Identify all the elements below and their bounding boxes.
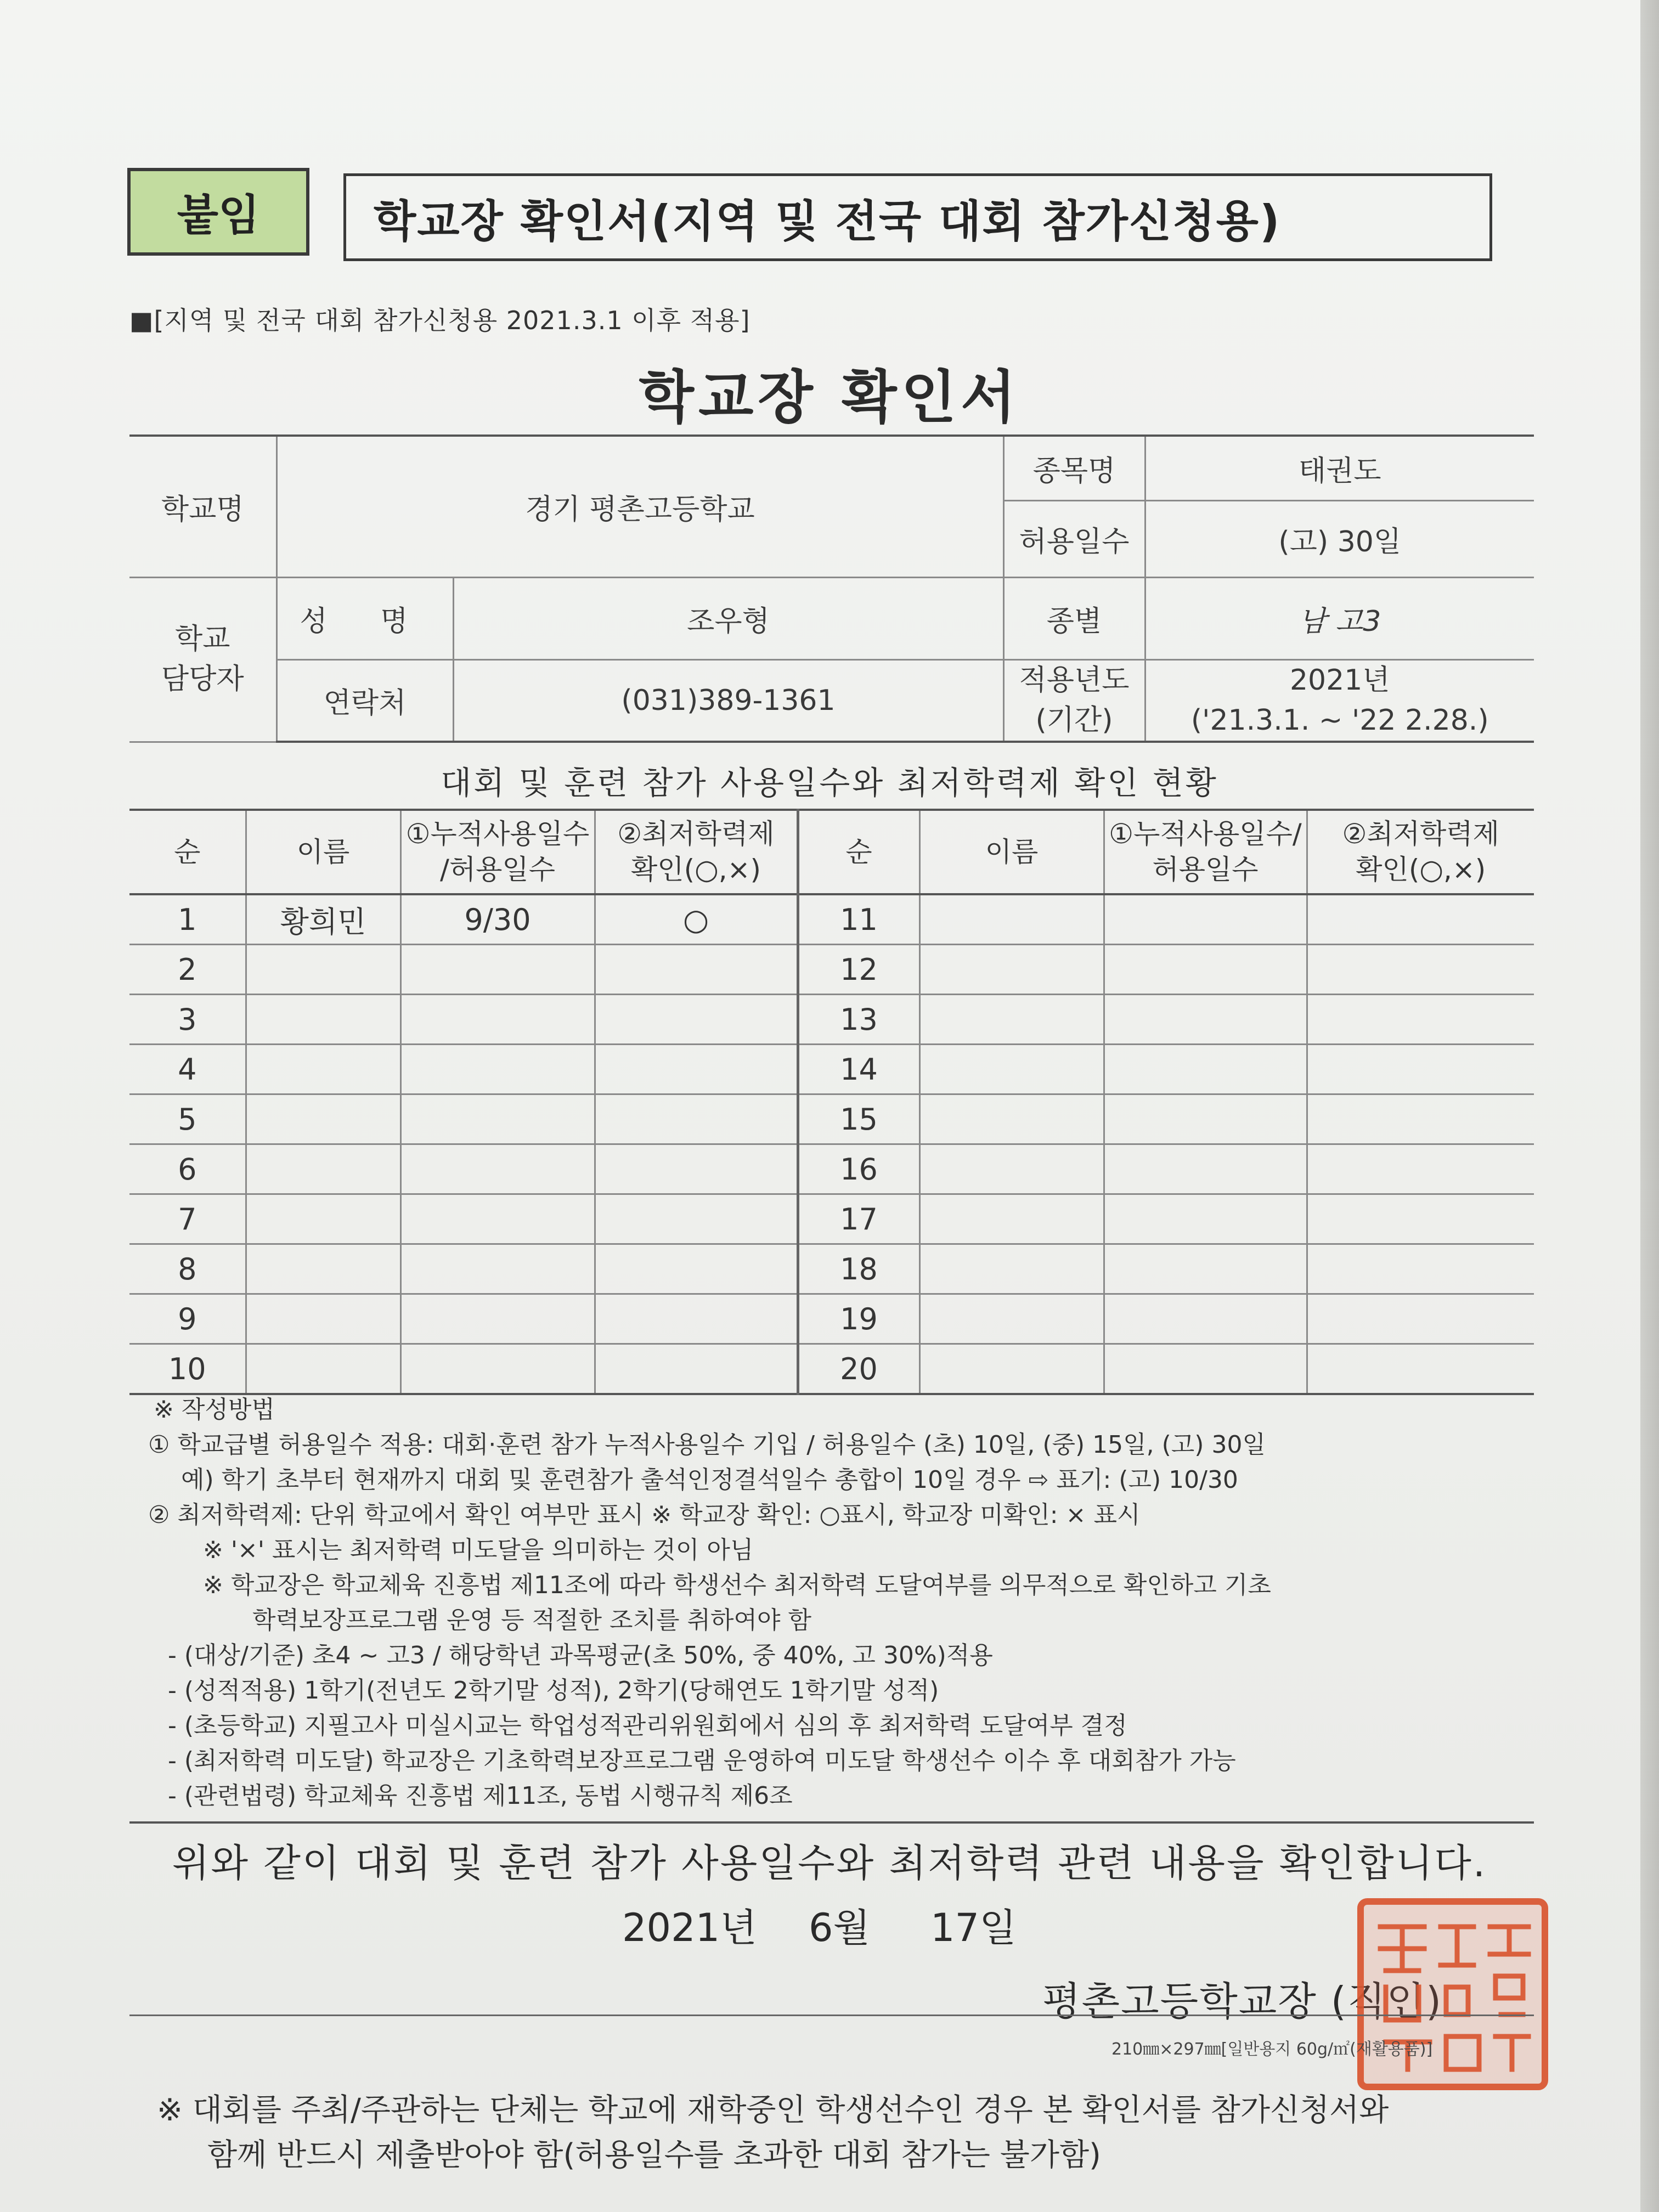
header-days-left: ①누적사용일수 /허용일수 [400, 810, 595, 894]
left-name-cell [246, 1294, 400, 1344]
left-name-cell [246, 1194, 400, 1244]
right-days-cell [1104, 1194, 1307, 1244]
left-check-cell [595, 1045, 798, 1094]
right-days-cell [1104, 1344, 1307, 1395]
right-no-cell: 12 [798, 945, 919, 995]
right-no-cell: 14 [798, 1045, 919, 1094]
table-row [129, 1045, 1534, 1094]
right-name-cell [919, 1194, 1104, 1244]
left-name-cell [246, 1144, 400, 1194]
right-no-cell: 20 [798, 1344, 919, 1395]
left-days-cell [400, 1045, 595, 1094]
left-check-cell: ○ [595, 894, 798, 945]
right-no-cell: 17 [798, 1194, 919, 1244]
divider [129, 1821, 1534, 1824]
instructions-heading: ※ 작성방법 [154, 1396, 275, 1424]
right-no-cell: 11 [798, 894, 919, 945]
right-name-cell [919, 1094, 1104, 1144]
contact-group-label: 학교 담당자 [129, 577, 276, 742]
left-name-cell [246, 1045, 400, 1094]
event-label: 종목명 [1003, 436, 1145, 500]
right-check-cell [1307, 1344, 1534, 1395]
table-row [129, 1344, 1534, 1395]
sex-value: 남 고3 [1145, 577, 1534, 659]
event-value: 태권도 [1145, 436, 1534, 500]
right-name-cell [919, 1045, 1104, 1094]
left-days-cell [400, 1194, 595, 1244]
left-no-cell: 3 [129, 995, 246, 1045]
right-no-cell: 13 [798, 995, 919, 1045]
right-check-cell [1307, 995, 1534, 1045]
roster-subtitle: 대회 및 훈련 참가 사용일수와 최저학력제 확인 현황 [441, 764, 1218, 802]
header-name-left: 이름 [246, 810, 400, 894]
left-check-cell [595, 1144, 798, 1194]
right-check-cell [1307, 1144, 1534, 1194]
notice-line-1: ※ 대회를 주최/주관하는 단체는 학교에 재학중인 학생선수인 경우 본 확인서를 참가신청서와 [157, 2092, 1389, 2128]
left-name-cell: 황희민 [246, 894, 400, 945]
submission-notice [157, 2088, 1389, 2178]
left-no-cell: 8 [129, 1244, 246, 1294]
right-no-cell: 16 [798, 1144, 919, 1194]
table-row [129, 945, 1534, 995]
left-name-cell [246, 945, 400, 995]
notice-line-2: 함께 반드시 제출받아야 함(허용일수를 초과한 대회 참가는 불가함) [207, 2137, 1101, 2173]
instruction-line: ① 학교급별 허용일수 적용: 대회·훈련 참가 누적사용일수 기입 / 허용일수 (초) 10일, (중) 15일, (고) 30일 [148, 1431, 1266, 1459]
left-check-cell [595, 1244, 798, 1294]
right-check-cell [1307, 1045, 1534, 1094]
left-days-cell [400, 1294, 595, 1344]
left-no-cell: 2 [129, 945, 246, 995]
confirmation-statement: 위와 같이 대회 및 훈련 참가 사용일수와 최저학력 관련 내용을 확인합니다. [172, 1841, 1487, 1886]
date-year: 2021년 [622, 1905, 757, 1950]
left-days-cell [400, 945, 595, 995]
left-check-cell [595, 945, 798, 995]
bottom-divider [129, 2015, 1534, 2016]
left-no-cell: 7 [129, 1194, 246, 1244]
right-no-cell: 15 [798, 1094, 919, 1144]
right-days-cell [1104, 945, 1307, 995]
left-check-cell [595, 1344, 798, 1395]
right-check-cell [1307, 1094, 1534, 1144]
right-check-cell [1307, 1244, 1534, 1294]
instruction-line: - (성적적용) 1학기(전년도 2학기말 성적), 2학기(당해연도 1학기말 성적) [168, 1677, 939, 1705]
applies-note: ■[지역 및 전국 대회 참가신청용 2021.3.1 이후 적용] [129, 306, 751, 335]
instruction-line: - (초등학교) 지필고사 미실시교는 학업성적관리위원회에서 심의 후 최저학력 도달여부 결정 [168, 1712, 1127, 1740]
principal-signature-line: 평촌고등학교장 (직인) [1042, 1978, 1443, 2024]
left-days-cell [400, 1344, 595, 1395]
school-name-value: 경기 평촌고등학교 [276, 436, 1003, 577]
instruction-line: ※ 학교장은 학교체육 진흥법 제11조에 따라 학생선수 최저학력 도달여부를 의무적으로 확인하고 기초 [203, 1571, 1271, 1599]
header-check-left: ②최저학력제 확인(○,×) [595, 810, 798, 894]
school-name-label: 학교명 [129, 436, 276, 577]
header-no-left: 순 [129, 810, 246, 894]
form-title-box: 학교장 확인서(지역 및 전국 대회 참가신청용) [343, 173, 1492, 261]
left-days-cell [400, 1244, 595, 1294]
right-name-cell [919, 894, 1104, 945]
page-title: 학교장 확인서 [639, 364, 1020, 431]
table-row [129, 894, 1534, 945]
left-days-cell [400, 995, 595, 1045]
left-check-cell [595, 1294, 798, 1344]
phone-value: (031)389-1361 [453, 659, 1003, 742]
right-days-cell [1104, 1294, 1307, 1344]
left-no-cell: 1 [129, 894, 246, 945]
info-table [129, 435, 1534, 743]
instruction-line: ※ '×' 표시는 최저학력 미도달을 의미하는 것이 아님 [203, 1536, 754, 1564]
right-name-cell [919, 945, 1104, 995]
official-seal-stamp [1357, 1898, 1548, 2090]
allowed-days-value: (고) 30일 [1145, 500, 1534, 577]
table-row [129, 1144, 1534, 1194]
right-name-cell [919, 1144, 1104, 1194]
left-no-cell: 4 [129, 1045, 246, 1094]
left-no-cell: 10 [129, 1344, 246, 1395]
right-name-cell [919, 1244, 1104, 1294]
allowed-days-label: 허용일수 [1003, 500, 1145, 577]
right-name-cell [919, 1294, 1104, 1344]
sex-label: 종별 [1003, 577, 1145, 659]
instruction-line: - (최저학력 미도달) 학교장은 기초학력보장프로그램 운영하여 미도달 학생선수 이수 후 대회참가 가능 [168, 1747, 1236, 1775]
right-days-cell [1104, 1094, 1307, 1144]
instruction-line: ② 최저학력제: 단위 학교에서 확인 여부만 표시 ※ 학교장 확인: ○표시, 학교장 미확인: × 표시 [148, 1501, 1141, 1529]
left-name-cell [246, 1094, 400, 1144]
header-no-right: 순 [798, 810, 919, 894]
left-name-cell [246, 1344, 400, 1395]
left-check-cell [595, 995, 798, 1045]
instruction-line: 학력보장프로그램 운영 등 적절한 조치를 취하여야 함 [252, 1606, 812, 1634]
right-check-cell [1307, 945, 1534, 995]
right-days-cell [1104, 1144, 1307, 1194]
contact-name-value: 조우형 [453, 577, 1003, 659]
right-name-cell [919, 1344, 1104, 1395]
right-check-cell [1307, 894, 1534, 945]
header-name-right: 이름 [919, 810, 1104, 894]
table-row [129, 1194, 1534, 1244]
table-row [129, 1094, 1534, 1144]
left-name-cell [246, 1244, 400, 1294]
year-value: 2021년 [1289, 663, 1390, 697]
phone-label: 연락처 [276, 659, 453, 742]
date-day: 17일 [930, 1905, 1017, 1950]
left-check-cell [595, 1194, 798, 1244]
date-month: 6월 [809, 1905, 871, 1950]
contact-name-label: 성 명 [276, 577, 453, 659]
table-row [129, 995, 1534, 1045]
year-label: 적용년도 (기간) [1003, 659, 1145, 742]
paper-spec: 210㎜×297㎜[일반용지 60g/㎡(재활용품)] [1111, 2040, 1433, 2059]
left-days-cell [400, 1144, 595, 1194]
instruction-line: - (관련법령) 학교체육 진흥법 제11조, 동법 시행규칙 제6조 [168, 1782, 793, 1810]
right-no-cell: 19 [798, 1294, 919, 1344]
attachment-tag: 붙임 [127, 168, 309, 256]
right-check-cell [1307, 1294, 1534, 1344]
right-name-cell [919, 995, 1104, 1045]
left-no-cell: 5 [129, 1094, 246, 1144]
right-no-cell: 18 [798, 1244, 919, 1294]
instruction-line: - (대상/기준) 초4 ~ 고3 / 해당학년 과목평균(초 50%, 중 40%, 고 30%)적용 [168, 1641, 993, 1669]
left-days-cell [400, 1094, 595, 1144]
right-days-cell [1104, 1244, 1307, 1294]
table-row [129, 1294, 1534, 1344]
right-days-cell [1104, 1045, 1307, 1094]
left-no-cell: 6 [129, 1144, 246, 1194]
left-name-cell [246, 995, 400, 1045]
left-days-cell: 9/30 [400, 894, 595, 945]
header-check-right: ②최저학력제 확인(○,×) [1307, 810, 1534, 894]
period-value: ('21.3.1. ~ '22 2.28.) [1190, 703, 1489, 737]
right-days-cell [1104, 995, 1307, 1045]
instructions [148, 1392, 1553, 1814]
year-cell [1145, 659, 1534, 742]
instruction-line: 예) 학기 초부터 현재까지 대회 및 훈련참가 출석인정결석일수 총합이 10일 경우 ⇨ 표기: (고) 10/30 [181, 1466, 1238, 1494]
header-days-right: ①누적사용일수/ 허용일수 [1104, 810, 1307, 894]
roster-table [129, 809, 1534, 1395]
right-check-cell [1307, 1194, 1534, 1244]
left-no-cell: 9 [129, 1294, 246, 1344]
table-row [129, 1244, 1534, 1294]
left-check-cell [595, 1094, 798, 1144]
right-days-cell [1104, 894, 1307, 945]
